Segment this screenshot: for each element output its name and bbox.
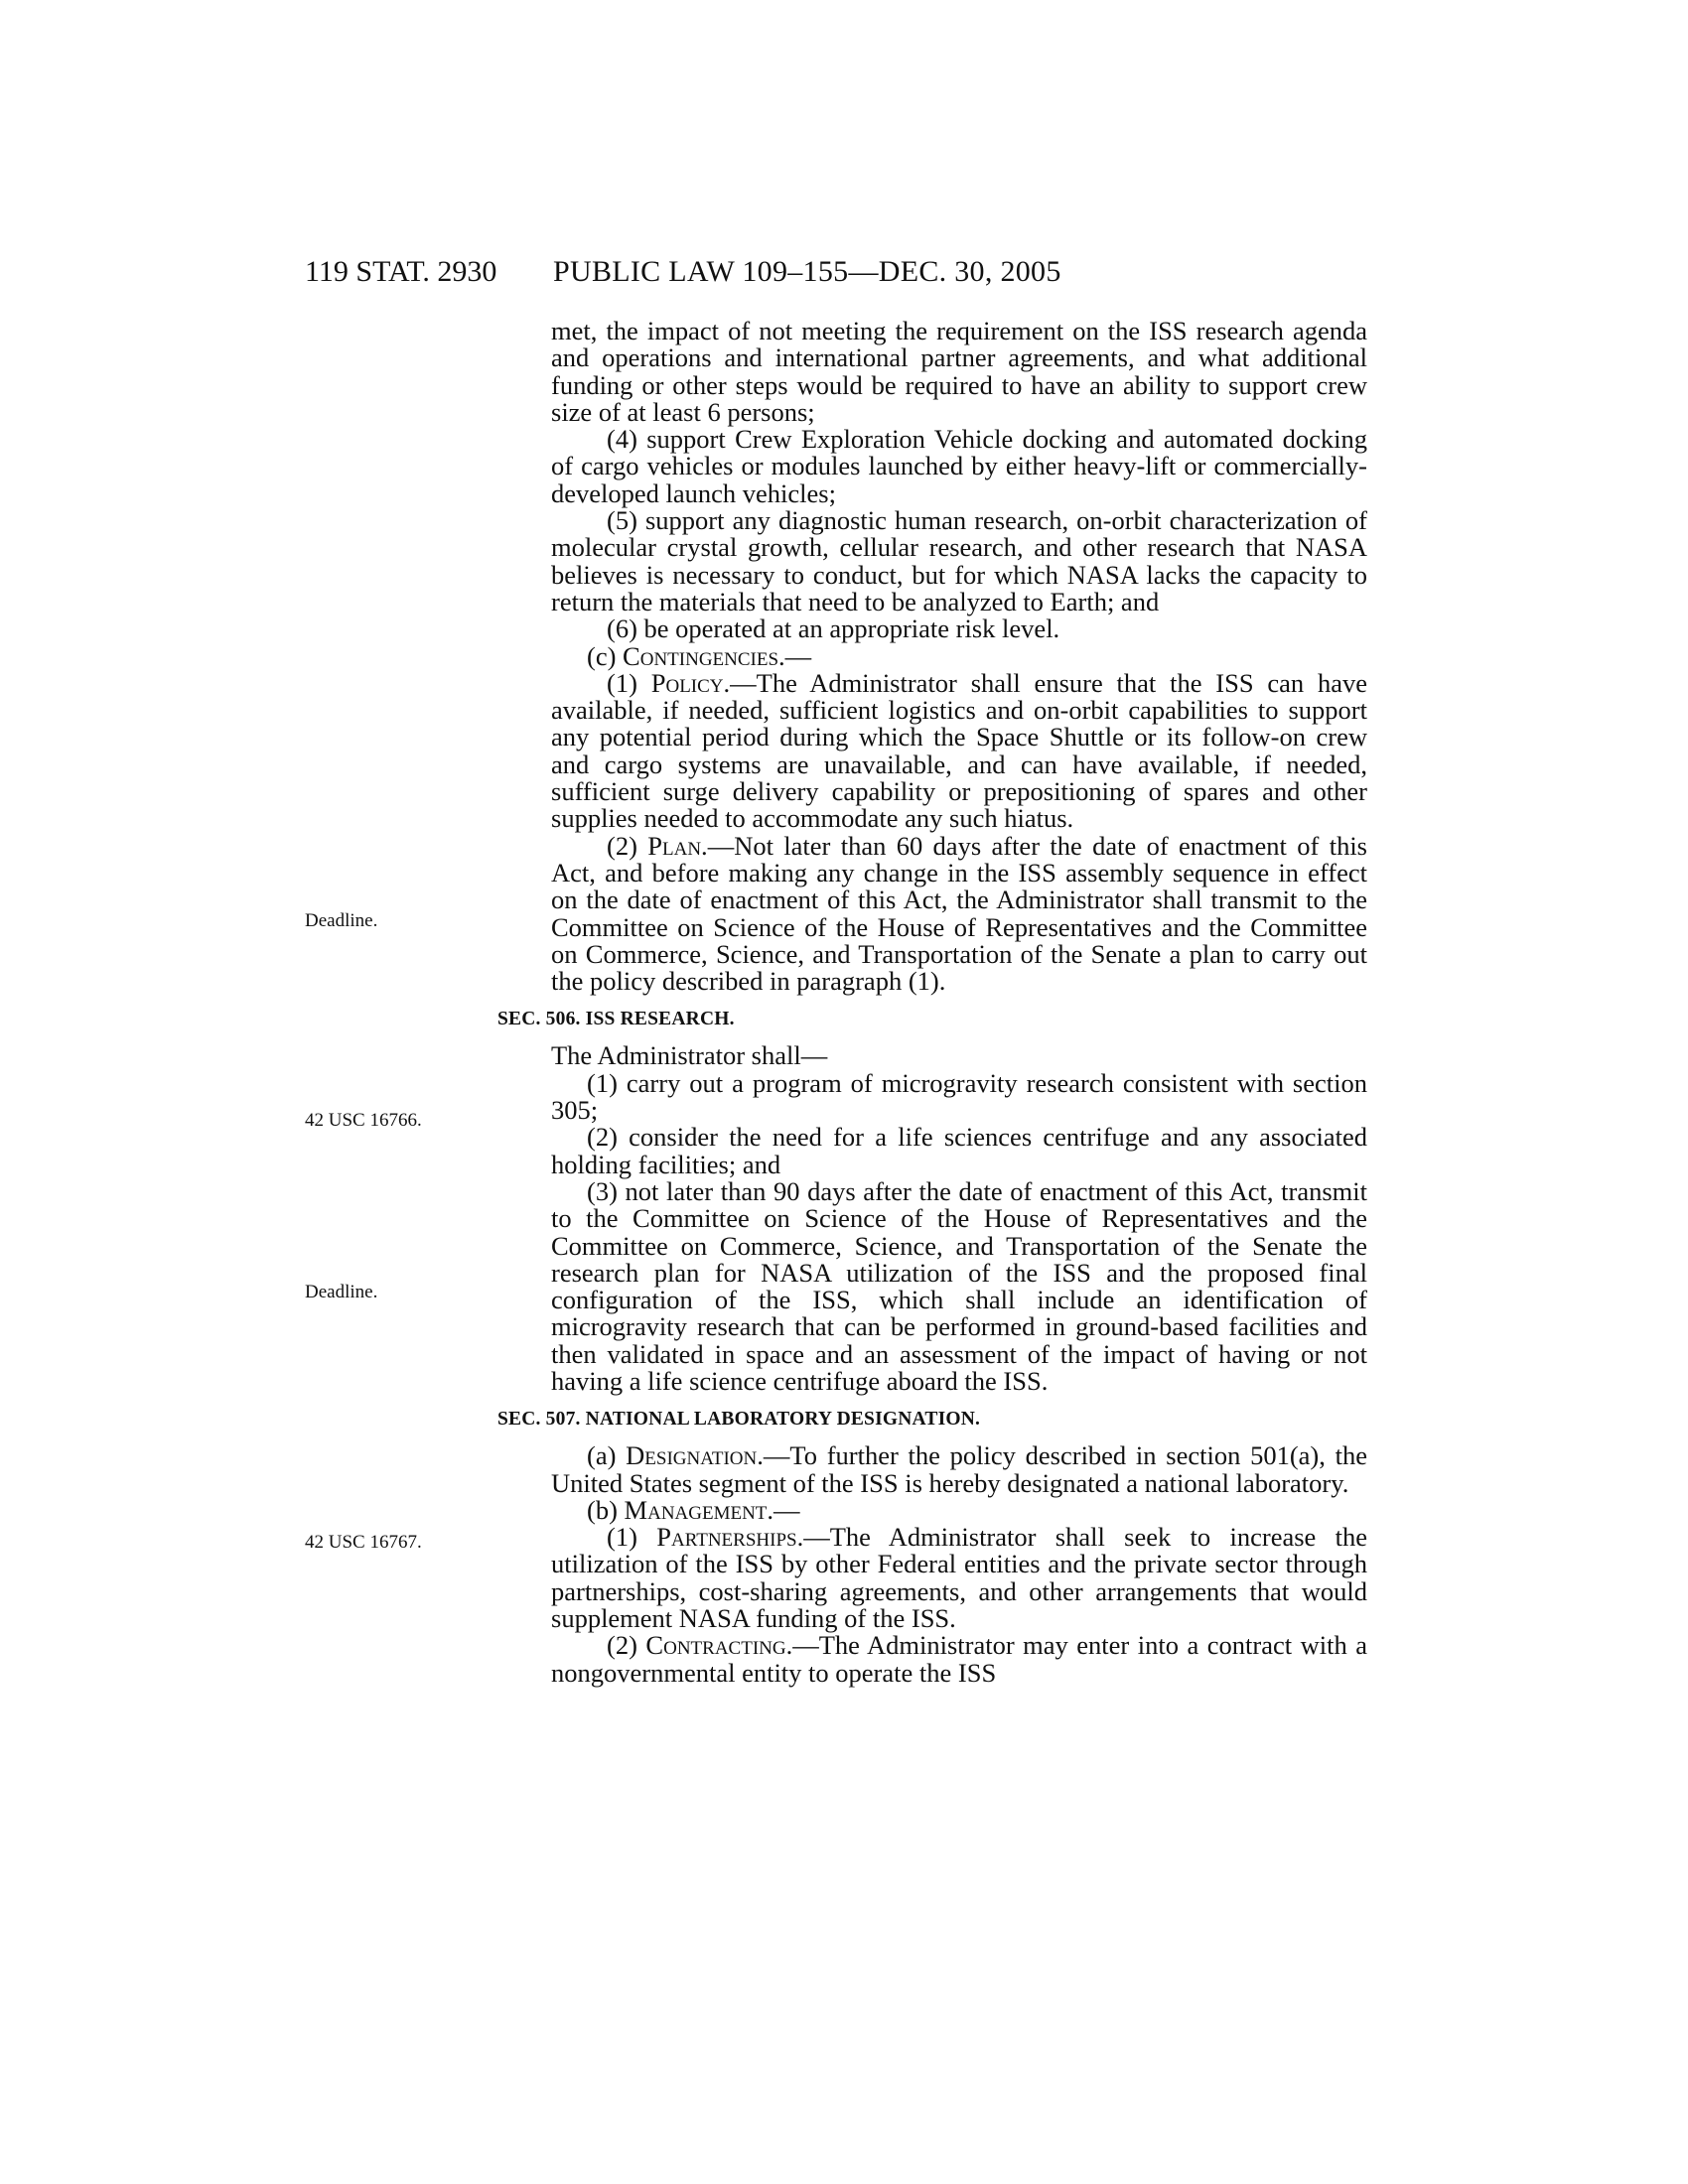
paragraph-c1: (1) Policy.—The Administrator shall ensure that the ISS can have available, if needed, sufficient logistics and on-orbit capabilities to support any potential period during which the Space Shuttle or its follow-on crew and cargo systems are unavailable, and can have available, if needed, sufficient surge delivery capability or prepositioning of spares and other supplies needed to accommodate any such hiatus.	[551, 667, 1368, 834]
paragraph-continuation: met, the impact of not meeting the requirement on the ISS research agenda and operations and international partner agreements, and what additional funding or other steps would be required to have an ability to support crew size of at least 6 persons;	[551, 316, 1367, 427]
paragraph-506-3: (3) not later than 90 days after the date of enactment of this Act, transmit to the Committee on Science of the House of Representatives and the Committee on Commerce, Science, and Transportation of the Senate the research plan for NASA utilization of the ISS and the proposed final configuration of the ISS, which shall include an identification of microgravity research that can be performed in ground-based facilities and then validated in space and an assessment of the impact of having or not having a life science centrifuge aboard the ISS.	[551, 1175, 1367, 1396]
running-head	[305, 252, 1387, 292]
subsection-heading: Designation.	[626, 1440, 764, 1471]
subsection-heading: Contingencies.	[623, 640, 785, 671]
subsection-c: (c) Contingencies.—	[587, 640, 812, 671]
statute-body	[497, 316, 1368, 1688]
paragraph-heading: Partnerships.	[656, 1522, 804, 1553]
statute-citation: 119 STAT. 2930	[305, 255, 497, 288]
section-heading-507: SEC. 507. NATIONAL LABORATORY DESIGNATION.	[497, 1409, 981, 1431]
paragraph-506-2: (2) consider the need for a life sciences centrifuge and any associated holding facilities; and	[551, 1122, 1367, 1179]
section-506-intro: The Administrator shall—	[551, 1040, 828, 1071]
paragraph-506-1: (1) carry out a program of microgravity research consistent with section 305;	[551, 1067, 1367, 1126]
subsection-a: (a) Designation.—To further the policy described in section 501(a), the United States segment of the ISS is hereby designated a national laboratory.	[551, 1440, 1368, 1498]
margin-note-usc-16767: 42 USC 16767.	[305, 1532, 422, 1553]
public-law-citation: PUBLIC LAW 109–155—DEC. 30, 2005	[553, 255, 1061, 288]
margin-note-deadline: Deadline.	[305, 1282, 378, 1302]
subsection-b: (b) Management.—	[587, 1494, 800, 1525]
paragraph-b2: (2) Contracting.—The Administrator may enter into a contract with a nongovernmental entity to operate the ISS	[551, 1630, 1367, 1688]
paragraph-heading: Plan.	[647, 830, 708, 861]
paragraph-b1: (1) Partnerships.—The Administrator shall seek to increase the utilization of the ISS by other Federal entities and the private sector through partnerships, cost-sharing agreements, and other arrangements that would supplement NASA funding of the ISS.	[551, 1522, 1367, 1634]
paragraph-heading: Policy.	[650, 667, 731, 698]
paragraph-heading: Contracting.	[645, 1630, 793, 1661]
paragraph-c2: (2) Plan.—Not later than 60 days after the date of enactment of this Act, and before making any change in the ISS assembly sequence in effect on the date of enactment of this Act, the Administrator shall transmit to the Committee on Science of the House of Representatives and the Committee on Commerce, Science, and Transportation of the Senate a plan to carry out the policy described in paragraph (1).	[551, 830, 1367, 997]
paragraph-b6: (6) be operated at an appropriate risk level.	[607, 614, 1060, 644]
margin-note-usc-16766: 42 USC 16766.	[305, 1110, 422, 1131]
subsection-heading: Management.	[624, 1494, 774, 1525]
paragraph-b5: (5) support any diagnostic human research, on-orbit characterization of molecular crystal growth, cellular research, and other research that NASA believes is necessary to conduct, but for which NASA lacks the capacity to return the materials that need to be analyzed to Earth; and	[551, 505, 1367, 616]
section-heading-506: SEC. 506. ISS RESEARCH.	[497, 1009, 735, 1030]
margin-note-deadline: Deadline.	[305, 910, 378, 931]
paragraph-b4: (4) support Crew Exploration Vehicle docking and automated docking of cargo vehicles or modules launched by either heavy-lift or commercially-developed launch vehicles;	[551, 424, 1367, 508]
